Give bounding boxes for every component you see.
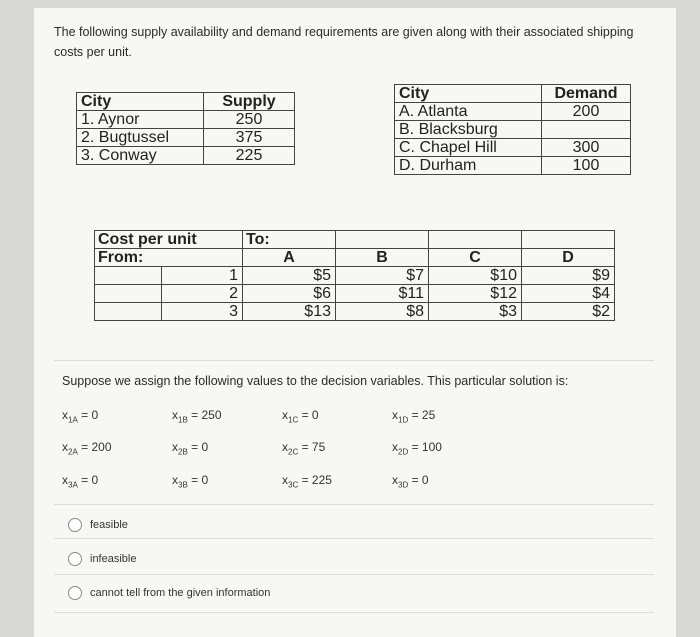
- demand-city: B. Blacksburg: [395, 121, 542, 139]
- cost-cell: $3: [429, 303, 522, 321]
- variable-x1A: $x_{1A} = 0$: [62, 408, 99, 425]
- variable-x2D: $x_{2D} = 100$: [392, 440, 442, 457]
- radio-button[interactable]: [68, 552, 82, 566]
- variable-x1B: $x_{1B} = 250$: [172, 408, 222, 425]
- cost-col-header: A: [243, 249, 336, 267]
- option-cannot-tell[interactable]: [68, 586, 270, 600]
- cost-col-header: B: [336, 249, 429, 267]
- option-label: infeasible: [90, 553, 137, 565]
- cost-col-header: D: [522, 249, 615, 267]
- table-row: [95, 267, 615, 285]
- question-text: Suppose we assign the following values to the decision variables. This particular solution is:: [62, 374, 569, 388]
- cost-col-header: C: [429, 249, 522, 267]
- cost-cell: $13: [243, 303, 336, 321]
- demand-value: 100: [542, 157, 631, 175]
- cost-from: 3: [162, 303, 243, 321]
- supply-city: 1. Aynor: [77, 111, 204, 129]
- intro-text: The following supply availability and demand requirements are given along with their associated shipping costs per unit.: [54, 25, 634, 59]
- supply-value: 375: [204, 129, 295, 147]
- variable-x2C: $x_{2C} = 75$: [282, 440, 326, 457]
- option-label: cannot tell from the given information: [90, 587, 271, 599]
- cost-cell: $11: [336, 285, 429, 303]
- table-row: [395, 157, 631, 175]
- cost-label-top: Cost per unit: [95, 231, 243, 249]
- demand-city: D. Durham: [395, 157, 542, 175]
- variable-x3D: $x_{3D} = 0$: [392, 472, 429, 490]
- supply-city: 2. Bugtussel: [77, 129, 204, 147]
- supply-value: 225: [204, 147, 295, 165]
- option-infeasible[interactable]: [68, 552, 136, 566]
- demand-value: [542, 121, 631, 139]
- option-label: feasible: [90, 519, 128, 531]
- cost-cell: $10: [429, 267, 522, 285]
- cost-label-from: From:: [95, 249, 243, 267]
- cost-cell: $4: [522, 285, 615, 303]
- table-row: [395, 121, 631, 139]
- variable-x2A: $x_{2A} = 200$: [62, 440, 112, 457]
- decision-variables: [62, 408, 532, 489]
- cost-cell: $6: [243, 285, 336, 303]
- supply-header-supply: Supply: [204, 93, 295, 111]
- demand-value: 300: [542, 139, 631, 157]
- demand-city: A. Atlanta: [395, 103, 542, 121]
- option-feasible[interactable]: [68, 518, 128, 532]
- divider: [54, 612, 654, 613]
- cost-from: 2: [162, 285, 243, 303]
- variable-x3C: $x_{3C} = 225$: [282, 472, 332, 490]
- divider: [54, 574, 654, 575]
- cost-from: 1: [162, 267, 243, 285]
- cost-cell: $8: [336, 303, 429, 321]
- demand-header-city: City: [395, 85, 542, 103]
- demand-header-demand: Demand: [542, 85, 631, 103]
- demand-value: 200: [542, 103, 631, 121]
- divider: [54, 360, 654, 361]
- supply-city: 3. Conway: [77, 147, 204, 165]
- table-row: [77, 129, 295, 147]
- cost-table: [94, 230, 615, 321]
- cost-cell: $9: [522, 267, 615, 285]
- table-row: [395, 103, 631, 121]
- table-row: [95, 303, 615, 321]
- demand-city: C. Chapel Hill: [395, 139, 542, 157]
- table-row: [77, 111, 295, 129]
- question-page: [34, 8, 676, 637]
- variable-x2B: $x_{2B} = 0$: [172, 440, 209, 457]
- table-row: [77, 147, 295, 165]
- divider: [54, 504, 654, 505]
- variable-x3A: $x_{3A} = 0$: [62, 472, 99, 490]
- cost-cell: $2: [522, 303, 615, 321]
- demand-table: [394, 84, 631, 175]
- cost-cell: $12: [429, 285, 522, 303]
- supply-table: [76, 92, 295, 165]
- radio-button[interactable]: [68, 518, 82, 532]
- radio-button[interactable]: [68, 586, 82, 600]
- divider: [54, 538, 654, 539]
- supply-value: 250: [204, 111, 295, 129]
- table-row: [395, 139, 631, 157]
- variable-x3B: $x_{3B} = 0$: [172, 472, 209, 490]
- table-row: [95, 285, 615, 303]
- variable-x1D: $x_{1D} = 25$: [392, 408, 436, 425]
- cost-cell: $7: [336, 267, 429, 285]
- supply-header-city: City: [77, 93, 204, 111]
- variable-x1C: $x_{1C} = 0$: [282, 408, 319, 425]
- cost-label-to: To:: [243, 231, 336, 249]
- cost-cell: $5: [243, 267, 336, 285]
